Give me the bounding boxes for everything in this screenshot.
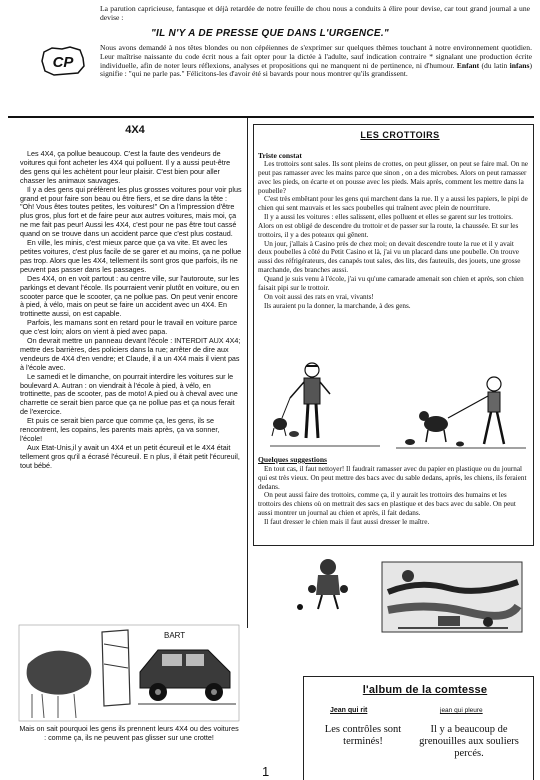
paragraph: Un jour, j'allais à Casino près de chez moi; on devait descendre toute la rue et il y avait deux poubelles à côté du Petit Casino et là, j'ai vu un placard dans une poubelle. On trouve aussi des réfrigérateurs, des canapés tout sales, des lits, des fauteuils, des jouets, une grosse marchande, des branches aussi. [258,239,521,275]
paragraph: Parfois, les mamans sont en retard pour le travail en voiture parce que c'est loin; alors on vient à pied avec papa. [20,318,238,337]
column-divider [247,118,248,628]
section-body-suggestions [258,465,528,527]
paragraph: On voit aussi des rats en vrai, vivants! [264,292,374,301]
header-divider [8,116,534,118]
child-drawing-4x4 [18,624,240,722]
logo-text: CP [52,54,74,71]
intro-part: ) signifie : "qui ne parle pas." Félicitons-les d'avoir été si bavards pour nous montrer qu'ils grandissent. [100,60,532,79]
paragraph: Les 4X4, ça pollue beaucoup. C'est la faute des vendeurs de voitures qui font acheter les 4X4 qui polluent. Il y a aussi peut-être des gens qui les achètent pour leur plaisir. C'est bien pour aller chasser les animaux sauvages. [20,149,231,185]
paragraph: Et puis ce serait bien parce que comme ça, les gens, ils se rencontrent, les copains, les parents mais après, ça va sonner, l'école! [20,416,220,443]
paragraph: Les trottoirs sont sales. Ils sont pleins de crottes, on peut glisser, on peut se faire mal. On ne peut pas ramasser avec les mains parce que sinon , on a des microbes. Alors on peut ramasser avec les pieds, on écarte et on pousse avec les pieds. Mais après, comment les mettre dans la poubelle? [258,160,528,195]
intro-bold-infans: infans [509,60,530,70]
paragraph: Il y a des gens qui préfèrent les plus grosses voitures pour voir plus grand et pour faire son beau ou être fiers, et se dire dans la tête : "Oh! Vous êtes toutes petites, les voitures!" On a l'impression d'être plus gros, plus fort et de faire peur aux autres voitures, mais moi, ça ne me fait pas peur! Aussi les 4X4, c'est pour ne pas être tout cassé quand on se trouve dans un accident parce que c'est plus costaud. [20,184,242,239]
paragraph: Il faut dresser le chien mais il faut aussi dresser le maître. [264,517,430,526]
paragraph: On peut aussi faire des trottoirs, comme ça, il y aurait les trottoirs des humains et les trottoirs des chiens où on mettrait des sacs en plastique et des bacs avec du sable. On peut aussi montrer un journal au chien et après, il fait dedans. [258,491,516,517]
paragraph: Ils auraient pu la donner, la marchande, à des gens. [264,301,411,310]
section-body-constat [258,160,528,310]
intro-text: La parution capricieuse, fantasque et déjà retardée de notre feuille de chou nous a conduits à élire pour devise, car tout grand journal a une devise : [100,4,530,23]
album-col-label-rit: Jean qui rit [330,707,368,714]
intro-part: (du latin [481,60,508,70]
intro-paragraph [100,44,532,79]
article-title-crottoirs: LES CROTTOIRS [360,130,440,140]
child-drawing-person-car [292,555,364,613]
article-body-4x4 [20,150,242,471]
album-entry-rit: Les contrôles sont terminés! [324,724,402,747]
paragraph: Le samedi et le dimanche, on pourrait interdire les voitures sur le boulevard A. Autran : on viendrait à l'école à pied, à vélo, en trottinette, pas de scooter, pas de moto! A pied ou à cheval avec une charrette ce serait bien parce que ça ne pollue pas et ça nous ferait de l'exercice. [20,371,238,417]
paragraph: En tout cas, il faut nettoyer! Il faudrait ramasser avec du papier en plastique ou du journal qui est très vieux. On peut mettre des bacs avec du sable dedans, après, les chiens, ils feraient dedans. [258,465,527,491]
intro-bold-enfant: Enfant [456,60,480,70]
drawing-caption: Mais on sait pourquoi les gens ils prennent leurs 4X4 ou des voitures : comme ça, ils ne peuvent pas glisser sur une crotte! [19,724,239,742]
newspaper-motto: "IL N'Y A DE PRESSE QUE DANS L'URGENCE." [151,28,389,39]
paragraph: En ville, les minis, c'est mieux parce que ça va vite. Et avec les petites voitures, c'est plus facile de se garer et au moins, ça ne pollue pas trop. Alors que les 4X4, tellement ils sont gros que parfois, ils ne peuvent pas passer dans les passages. [20,238,242,274]
page-number: 1 [262,764,270,779]
child-drawing-dogs [270,358,528,452]
intro-part: Nous avons demandé à nos têtes blondes ou non cépéiennes de s'exprimer sur quelques thèmes touchant à notre environnement quotidien. Leur maîtrise naissante du code écrit nous a fait opter pour la dictée à l'adulte, sauf indication contraire * signalant une production écrite individuelle, afin de noter leurs réflexions, analyses et propositions qui ne manquent ni de pertinence, ni d'humour. [100,43,532,70]
album-entry-pleure: Il y a beaucoup de grenouilles aux souliers percés. [419,724,519,759]
album-title: l'album de la comtesse [362,684,488,696]
paragraph: C'est très embêtant pour les gens qui marchent dans la rue. Il y a aussi les papiers, le pipi de chien qui sent mauvais et les sacs poubelles qui traînent avec plein de nourriture. [258,195,528,213]
paragraph: Aux Etat-Unis,il y avait un 4X4 et un petit écureuil et le 4X4 était tellement gros qu'il a écrasé l'écureuil. E n plus, il était petit l'écureuil, tout bébé. [20,442,240,470]
child-drawing-street [378,552,528,642]
paragraph: On devrait mettre un panneau devant l'école : INTERDIT AUX 4X4; mettre des barrières, des policiers dans la rue; arrêter de dire aux vendeurs de 4X4 d'en vendre; et Claude, il a un 4X4 mais il vient pas à l'école avec. [20,336,241,372]
section-title-constat: Triste constat [258,151,302,160]
paragraph: Quand je suis venu à l'école, j'ai vu qu'une camarade amenait son chien et après, son chien faisait pipi sur le trottoir. [258,274,524,292]
album-col-label-pleure: jean qui pleure [440,707,483,714]
paragraph: Il y a aussi les voitures : elles salissent, elles polluent et elles se garent sur les trottoirs. Alors on est obligé de descendre du trottoir et de passer sur la route, la chaussée. Et sur les trottoirs, il y a des poteaux qui gênent. [258,213,519,239]
drawing-label-bart: BART [164,631,186,640]
paragraph: Des 4X4, on en voit partout : au centre ville, sur l'autoroute, sur les parkings et devant l'école. Ils pourraient venir plutôt en voiture, ou en scooter parce que le scooter, ça ne pollue pas. On peut venir encore à pied, à vélo, mais on peut se faire un accident avec un 4X4. En trottinette aussi, on est capable. [20,273,240,319]
cp-logo [40,46,86,76]
section-title-suggestions: Quelques suggestions [258,455,327,464]
article-title-4x4: 4X4 [125,124,145,136]
